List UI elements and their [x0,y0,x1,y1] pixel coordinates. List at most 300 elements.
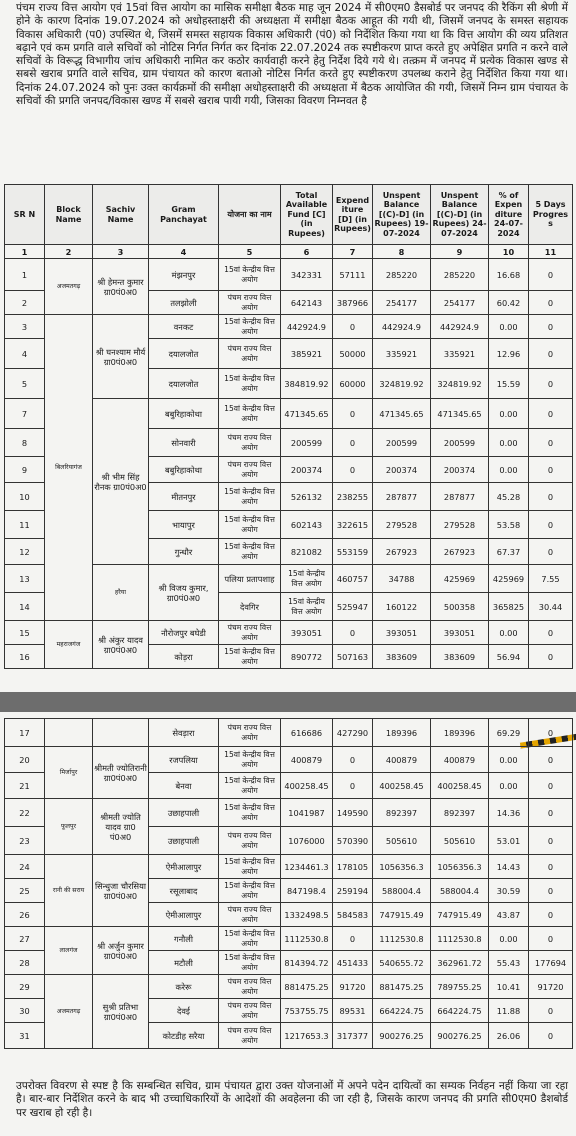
header-cell: SR N [5,185,45,245]
gram-panchayat-cell: गुन्धौर [149,539,219,565]
scheme-cell: 15वां केन्द्रीय वित्त अयोग [219,539,281,565]
sr-cell: 23 [5,827,45,855]
unspent-24-cell: 200374 [431,457,489,483]
progress-cell: 0 [529,927,573,951]
unspent-24-cell: 285220 [431,259,489,291]
unspent-19-cell: 588004.4 [373,879,431,903]
unspent-19-cell: 471345.65 [373,399,431,429]
percent-cell: 0.00 [489,621,529,645]
gram-panchayat-cell: बबुरिहाकोथा [149,457,219,483]
fund-cell: 342331 [281,259,333,291]
scheme-cell: 15वां केन्द्रीय वित्त अयोग [219,315,281,339]
unspent-19-cell: 285220 [373,259,431,291]
gram-panchayat-cell: कोटडीह सरैया [149,1023,219,1049]
fund-cell: 471345.65 [281,399,333,429]
fund-cell: 814394.72 [281,951,333,975]
fund-cell: 881475.25 [281,975,333,999]
expenditure-cell: 322615 [333,511,373,539]
header-cell: Unspent Balance [(C)-D] (in Rupees) 24-07-2024 [431,185,489,245]
scheme-cell: पंचम राज्य वित्त अयोग [219,429,281,457]
block-cell: फूलपुर [45,799,93,855]
sr-cell: 3 [5,315,45,339]
gram-panchayat-cell: बेनवा [149,773,219,799]
percent-cell: 0.00 [489,457,529,483]
percent-cell: 16.68 [489,259,529,291]
progress-cell: 0 [529,719,573,747]
sr-cell: 5 [5,369,45,399]
fund-cell: 393051 [281,621,333,645]
unspent-19-cell: 267923 [373,539,431,565]
unspent-24-cell: 664224.75 [431,999,489,1023]
expenditure-cell: 0 [333,621,373,645]
progress-cell: 0 [529,539,573,565]
fund-cell: 525947 [333,593,373,621]
fund-cell: 847198.4 [281,879,333,903]
expenditure-cell: 553159 [333,539,373,565]
progress-table-part-2 [4,718,573,1049]
column-number: 2 [45,245,93,259]
progress-cell: 0 [529,291,573,315]
progress-cell: 0 [529,429,573,457]
unspent-24-cell: 267923 [431,539,489,565]
sachiv-cell: सिन्धुजा चौरसिया ग्रा0पं0अ0 [93,855,149,927]
fund-cell: 200599 [281,429,333,457]
column-number: 10 [489,245,529,259]
column-number: 1 [5,245,45,259]
progress-cell: 0 [529,747,573,773]
gram-panchayat-cell: दयालजोत [149,339,219,369]
progress-cell: 0 [529,773,573,799]
percent-cell: 11.88 [489,999,529,1023]
percent-cell: 0.00 [489,429,529,457]
column-number-row [5,245,573,259]
scheme-cell: 15वां केन्द्रीय वित्त अयोग [219,483,281,511]
expenditure-cell: 0 [333,927,373,951]
sr-cell: 7 [5,399,45,429]
gram-panchayat-cell: नौरोजपुर बघेडी [149,621,219,645]
expenditure-cell: 57111 [333,259,373,291]
unspent-24-cell: 425969 [489,565,529,593]
document-page-2 [0,712,576,1136]
sr-cell: 24 [5,855,45,879]
percent-cell: 0.00 [489,773,529,799]
expenditure-cell: 50000 [333,339,373,369]
percent-cell: 45.28 [489,483,529,511]
sachiv-cell [93,719,149,747]
progress-cell: 0 [529,999,573,1023]
block-cell: मिर्जापुर [45,747,93,799]
scheme-cell: 15वां केन्द्रीय वित्त अयोग [219,951,281,975]
unspent-24-cell: 200599 [431,429,489,457]
unspent-19-cell: 200599 [373,429,431,457]
sachiv-cell: श्री अंकुर यादव ग्रा0पं0अ0 [93,621,149,669]
gram-panchayat-cell: मटौली [149,951,219,975]
sr-cell: 20 [5,747,45,773]
progress-cell: 177694 [529,951,573,975]
gram-panchayat-cell: मंझनपुर [149,259,219,291]
table-row [5,799,573,827]
percent-cell: 7.55 [529,565,573,593]
table-row [5,747,573,773]
sr-cell: 14 [5,593,45,621]
percent-cell: 30.44 [529,593,573,621]
unspent-24-cell: 365825 [489,593,529,621]
header-cell: Total Available Fund [C] (in Rupees) [281,185,333,245]
unspent-19-cell: 892397 [373,799,431,827]
progress-cell: 0 [529,645,573,669]
block-cell [45,719,93,747]
unspent-19-cell: 189396 [373,719,431,747]
gram-panchayat-cell: मीतनपुर [149,483,219,511]
table-header-row [5,185,573,245]
sr-cell: 22 [5,799,45,827]
expenditure-cell: 178105 [333,855,373,879]
gram-panchayat-cell: रजपलिया [149,747,219,773]
scheme-cell: 15वां केन्द्रीय वित्त अयोग [281,593,333,621]
fund-cell: 1041987 [281,799,333,827]
expenditure-cell: 317377 [333,1023,373,1049]
scheme-cell: 15वां केन्द्रीय वित्त अयोग [281,565,333,593]
fund-cell: 385921 [281,339,333,369]
percent-cell: 53.01 [489,827,529,855]
unspent-24-cell: 442924.9 [431,315,489,339]
percent-cell: 30.59 [489,879,529,903]
unspent-19-cell: 425969 [431,565,489,593]
expenditure-cell: 60000 [333,369,373,399]
fund-cell: 642143 [281,291,333,315]
unspent-19-cell: 383609 [373,645,431,669]
percent-cell: 60.42 [489,291,529,315]
scheme-cell: 15वां केन्द्रीय वित्त अयोग [219,879,281,903]
percent-cell: 0.00 [489,927,529,951]
unspent-24-cell: 335921 [431,339,489,369]
percent-cell: 15.59 [489,369,529,399]
percent-cell: 14.36 [489,799,529,827]
intro-paragraph: पंचम राज्य वित्त आयोग एवं 15वां वित्त आयोग का मासिक समीक्षा बैठक माह जून 2024 में सी0एम0 डैसबोर्ड पर जनपद की रैकिंग सी श्रेणी में होने के कारण दिनांक 19.07.2024 को अधोहस्ताक्षरी की अध्यक्षता में समीक्षा बैठक आहूत की गयी थी, जिसमें जनपद के समस्त सहायक विकास अधिकारी (प0) उपस्थित थे, जिसमें समस्त सहायक विकास अधिकारी (पं0) को निर्देशित किया गया था कि वित्त आयोग की व्यय प्रतिशत बढ़ाने एवं कम प्रगति वाले सचिवों को नोटिस निर्गत निर्गत कर दिनांक 22.07.2024 तक स्पष्टीकरण प्राप्त करते हुए अपेक्षित प्रगति न करने वाले सचिवों के विरूद्ध विभागीय जांच अधिकारी नामित कर कठोर कार्यवाही करने हेतु निर्देश दिये गये थे। तत्क्रम में जनपद में प्रत्येक विकास खण्ड से सबसे खराब प्रगति वाले सचिव, ग्राम पंचायत को कारण बताओ नोटिस निर्गत करते हुए स्पष्टीकरण उपलब्ध कराने हेतु निर्देशित किया गया था। दिनांक 24.07.2024 को पुनः उक्त कार्यक्रमों की समीक्षा अधोहस्ताक्षरी की अध्यक्षता में बैठक आयोजित की गयी, जिसमें निम्न ग्राम पंचायत के सचिवों की प्रगति जनपद/विकास खण्ड में सबसे खराब पायी गयी, जिसका विवरण निम्नवत है [16,2,568,108]
percent-cell: 10.41 [489,975,529,999]
expenditure-cell: 507163 [333,645,373,669]
sr-cell: 29 [5,975,45,999]
expenditure-cell: 427290 [333,719,373,747]
expenditure-cell: 89531 [333,999,373,1023]
scheme-cell: 15वां केन्द्रीय वित्त अयोग [219,259,281,291]
column-number: 3 [93,245,149,259]
sr-cell: 2 [5,291,45,315]
gram-panchayat-cell: पलिया प्रतापशाह [219,565,281,593]
sr-cell: 21 [5,773,45,799]
unspent-19-cell: 1112530.8 [373,927,431,951]
unspent-24-cell: 471345.65 [431,399,489,429]
sr-cell: 30 [5,999,45,1023]
expenditure-cell: 238255 [333,483,373,511]
column-number: 11 [529,245,573,259]
gram-panchayat-cell: उछाहपाली [149,827,219,855]
progress-cell: 0 [529,339,573,369]
sr-cell: 13 [5,565,45,593]
block-cell: अजमतगढ़ [45,975,93,1049]
fund-cell: 821082 [281,539,333,565]
scheme-cell: 15वां केन्द्रीय वित्त अयोग [219,369,281,399]
header-cell: % of Expen diture 24-07-2024 [489,185,529,245]
unspent-19-cell: 1056356.3 [373,855,431,879]
gram-panchayat-cell: गनौली [149,927,219,951]
progress-cell: 0 [529,369,573,399]
unspent-19-cell: 393051 [373,621,431,645]
expenditure-cell: 451433 [333,951,373,975]
expenditure-cell: 34788 [373,565,431,593]
fund-cell: 460757 [333,565,373,593]
expenditure-cell: 584583 [333,903,373,927]
expenditure-cell: 387966 [333,291,373,315]
scheme-cell: 15वां केन्द्रीय वित्त अयोग [219,855,281,879]
progress-cell: 0 [529,1023,573,1049]
block-cell: रानी की सराय [45,855,93,927]
unspent-24-cell: 393051 [431,621,489,645]
scheme-cell: पंचम राज्य वित्त अयोग [219,621,281,645]
expenditure-cell: 160122 [373,593,431,621]
progress-cell: 91720 [529,975,573,999]
expenditure-cell: 259194 [333,879,373,903]
gram-panchayat-cell: भायापुर [149,511,219,539]
sachiv-cell: श्री घनश्याम मौर्य ग्रा0पं0अ0 [93,315,149,399]
unspent-24-cell: 1112530.8 [431,927,489,951]
progress-cell: 0 [529,399,573,429]
sr-cell: 17 [5,719,45,747]
scheme-cell: पंचम राज्य वित्त अयोग [219,1023,281,1049]
scheme-cell: 15वां केन्द्रीय वित्त अयोग [219,747,281,773]
scheme-cell: 15वां केन्द्रीय वित्त अयोग [219,799,281,827]
gram-panchayat-cell: ऐमीआलापुर [149,855,219,879]
block-cell: अजमतगढ़ [45,259,93,315]
unspent-19-cell: 200374 [373,457,431,483]
sr-cell: 25 [5,879,45,903]
gram-panchayat-cell: बबुरिहाकोथा [149,399,219,429]
gram-panchayat-cell: कोड़रा [149,645,219,669]
scheme-cell: पंचम राज्य वित्त अयोग [219,291,281,315]
block-cell: हरैया [93,565,149,621]
header-cell: 5 Days Progres s [529,185,573,245]
progress-cell: 0 [529,511,573,539]
unspent-24-cell: 747915.49 [431,903,489,927]
expenditure-cell: 0 [333,429,373,457]
gram-panchayat-cell: सोनवारी [149,429,219,457]
progress-cell: 0 [529,457,573,483]
unspent-24-cell: 400879 [431,747,489,773]
scheme-cell: पंचम राज्य वित्त अयोग [219,719,281,747]
header-cell: Expend iture [D] (in Rupees) [333,185,373,245]
header-cell: योजना का नाम [219,185,281,245]
gram-panchayat-cell: वनकट [149,315,219,339]
scheme-cell: पंचम राज्य वित्त अयोग [219,457,281,483]
sr-cell: 12 [5,539,45,565]
progress-cell: 0 [529,259,573,291]
scheme-cell: 15वां केन्द्रीय वित्त अयोग [219,511,281,539]
scheme-cell: पंचम राज्य वित्त अयोग [219,903,281,927]
expenditure-cell: 0 [333,747,373,773]
table-row [5,927,573,951]
scheme-cell: पंचम राज्य वित्त अयोग [219,339,281,369]
fund-cell: 526132 [281,483,333,511]
sr-cell: 26 [5,903,45,927]
sr-cell: 11 [5,511,45,539]
unspent-24-cell: 279528 [431,511,489,539]
unspent-19-cell: 400879 [373,747,431,773]
table-row [5,719,573,747]
sr-cell: 27 [5,927,45,951]
unspent-24-cell: 1056356.3 [431,855,489,879]
unspent-24-cell: 900276.25 [431,1023,489,1049]
unspent-19-cell: 505610 [373,827,431,855]
table-row [5,315,573,339]
fund-cell: 1217653.3 [281,1023,333,1049]
unspent-24-cell: 400258.45 [431,773,489,799]
expenditure-cell: 0 [333,315,373,339]
unspent-19-cell: 287877 [373,483,431,511]
table-row [5,621,573,645]
gram-panchayat-cell: रसूलाबाद [149,879,219,903]
unspent-19-cell: 400258.45 [373,773,431,799]
progress-cell: 0 [529,903,573,927]
unspent-19-cell: 881475.25 [373,975,431,999]
block-cell: बिलरियागंज [45,315,93,621]
block-cell: लालगंज [45,927,93,975]
scheme-cell: 15वां केन्द्रीय वित्त अयोग [219,399,281,429]
scheme-cell: पंचम राज्य वित्त अयोग [219,999,281,1023]
header-cell: Sachiv Name [93,185,149,245]
table-row [5,855,573,879]
scheme-cell: पंचम राज्य वित्त अयोग [219,975,281,999]
unspent-24-cell: 892397 [431,799,489,827]
progress-cell: 0 [529,855,573,879]
column-number: 5 [219,245,281,259]
unspent-24-cell: 287877 [431,483,489,511]
sachiv-cell: श्री भीम सिंह रौनक ग्रा0पं0अ0 [93,399,149,565]
header-cell: Unspent Balance [(C)-D] (in Rupees) 19-07-2024 [373,185,431,245]
sachiv-cell: सुश्री प्रतिभा ग्रा0पं0अ0 [93,975,149,1049]
column-number: 7 [333,245,373,259]
sr-cell: 31 [5,1023,45,1049]
unspent-24-cell: 505610 [431,827,489,855]
percent-cell: 69.29 [489,719,529,747]
fund-cell: 602143 [281,511,333,539]
unspent-24-cell: 383609 [431,645,489,669]
unspent-19-cell: 324819.92 [373,369,431,399]
sr-cell: 4 [5,339,45,369]
unspent-19-cell: 664224.75 [373,999,431,1023]
fund-cell: 1332498.5 [281,903,333,927]
sachiv-cell: श्रीमती ज्योतिरानी ग्रा0पं0अ0 [93,747,149,799]
scheme-cell: पंचम राज्य वित्त अयोग [219,827,281,855]
scheme-cell: 15वां केन्द्रीय वित्त अयोग [219,927,281,951]
progress-cell: 0 [529,621,573,645]
block-cell: महराजगंज [45,621,93,669]
unspent-24-cell: 588004.4 [431,879,489,903]
percent-cell: 0.00 [489,747,529,773]
header-cell: Gram Panchayat [149,185,219,245]
unspent-19-cell: 747915.49 [373,903,431,927]
fund-cell: 1076000 [281,827,333,855]
sr-cell: 8 [5,429,45,457]
fund-cell: 442924.9 [281,315,333,339]
expenditure-cell: 0 [333,399,373,429]
unspent-19-cell: 335921 [373,339,431,369]
column-number: 8 [373,245,431,259]
fund-cell: 200374 [281,457,333,483]
expenditure-cell: 149590 [333,799,373,827]
unspent-24-cell: 789755.25 [431,975,489,999]
gram-panchayat-cell: तलझोली [149,291,219,315]
fund-cell: 616686 [281,719,333,747]
column-number: 9 [431,245,489,259]
fund-cell: 1112530.8 [281,927,333,951]
percent-cell: 14.43 [489,855,529,879]
percent-cell: 67.37 [489,539,529,565]
percent-cell: 53.58 [489,511,529,539]
expenditure-cell: 0 [333,773,373,799]
percent-cell: 55.43 [489,951,529,975]
unspent-24-cell: 189396 [431,719,489,747]
fund-cell: 890772 [281,645,333,669]
gram-panchayat-cell: उछाहपाली [149,799,219,827]
percent-cell: 26.06 [489,1023,529,1049]
sr-cell: 15 [5,621,45,645]
expenditure-cell: 570390 [333,827,373,855]
unspent-24-cell: 324819.92 [431,369,489,399]
percent-cell: 0.00 [489,399,529,429]
column-number: 4 [149,245,219,259]
sr-cell: 16 [5,645,45,669]
percent-cell: 56.94 [489,645,529,669]
unspent-24-cell: 254177 [431,291,489,315]
sachiv-cell: श्रीमती ज्योति यादव ग्रा0 पं0अ0 [93,799,149,855]
sachiv-cell: श्री हेमन्त कुमार ग्रा0पं0अ0 [93,259,149,315]
progress-cell: 0 [529,799,573,827]
header-cell: Block Name [45,185,93,245]
expenditure-cell: 91720 [333,975,373,999]
scheme-cell: 15वां केन्द्रीय वित्त अयोग [219,645,281,669]
sr-cell: 28 [5,951,45,975]
unspent-19-cell: 254177 [373,291,431,315]
fund-cell: 753755.75 [281,999,333,1023]
fund-cell: 400258.45 [281,773,333,799]
column-number: 6 [281,245,333,259]
progress-cell: 0 [529,483,573,511]
expenditure-cell: 0 [333,457,373,483]
progress-cell: 0 [529,315,573,339]
unspent-19-cell: 279528 [373,511,431,539]
table-row [5,259,573,291]
fund-cell: 384819.92 [281,369,333,399]
progress-cell: 0 [529,827,573,855]
sachiv-cell: श्री अर्जुन कुमार ग्रा0पं0अ0 [93,927,149,975]
unspent-19-cell: 500358 [431,593,489,621]
percent-cell: 43.87 [489,903,529,927]
sr-cell: 9 [5,457,45,483]
progress-cell: 0 [529,879,573,903]
sr-cell: 10 [5,483,45,511]
gram-panchayat-cell: दयालजोत [149,369,219,399]
fund-cell: 400879 [281,747,333,773]
unspent-19-cell: 540655.72 [373,951,431,975]
unspent-24-cell: 362961.72 [431,951,489,975]
progress-table-part-1 [4,184,573,669]
sachiv-cell: श्री विजय कुमार, ग्रा0पं0अ0 [149,565,219,621]
gram-panchayat-cell: सेवड़ारा [149,719,219,747]
table-row [5,975,573,999]
gram-panchayat-cell: ऐमीआलापुर [149,903,219,927]
gram-panchayat-cell: करेरू [149,975,219,999]
percent-cell: 0.00 [489,315,529,339]
